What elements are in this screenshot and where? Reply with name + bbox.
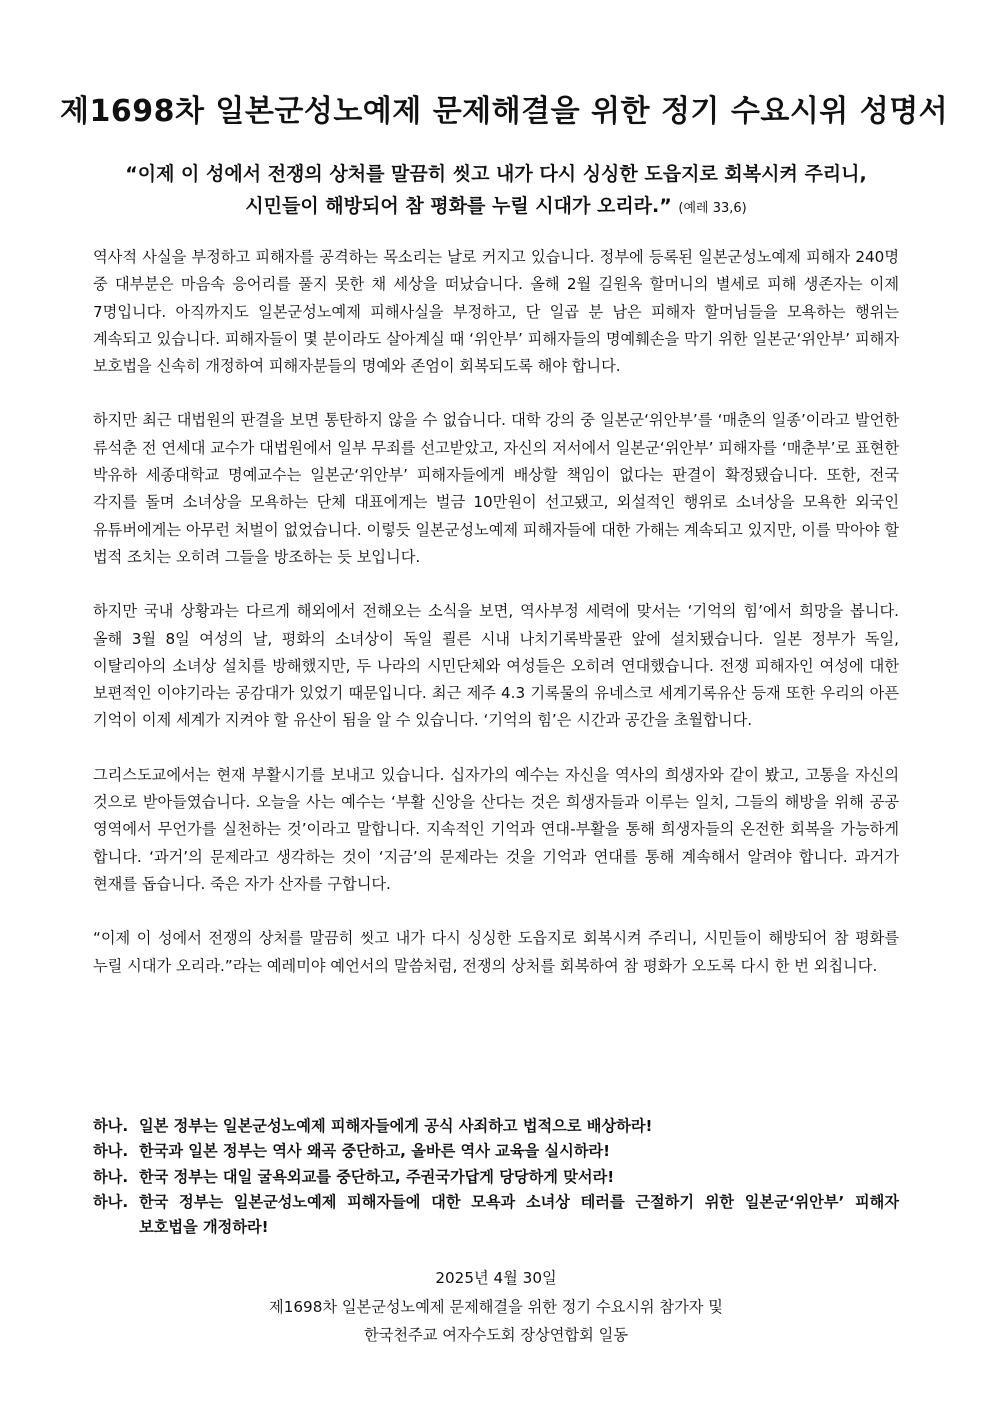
resolution-item <box>93 1190 899 1241</box>
signatory-line-2: 한국천주교 여자수도회 장상연합회 일동 <box>364 1326 628 1344</box>
resolution-label: 하나. <box>93 1167 129 1186</box>
resolution-item <box>93 1139 899 1164</box>
resolution-text: 한국 정부는 대일 굴욕외교를 중단하고, 주권국가답게 당당하게 맞서라! <box>139 1167 615 1186</box>
paragraph: “이제 이 성에서 전쟁의 상처를 말끔히 씻고 내가 다시 싱싱한 도읍지로 회복시켜 주리니, 시민들이 해방되어 참 평화를 누릴 시대가 오리라.”라는 예레미야 예언서의 말씀처럼, 전쟁의 상처를 회복하여 참 평화가 오도록 다시 한 번 외칩니다. <box>93 929 899 975</box>
quote-reference: (예레 33,6) <box>678 201 747 216</box>
resolution-item <box>93 1165 899 1190</box>
paragraph: 하지만 최근 대법원의 판결을 보면 통탄하지 않을 수 없습니다. 대학 강의 중 일본군‘위안부’를 ‘매춘의 일종’이라고 발언한 류석춘 전 연세대 교수가 대법원에서 일부 무죄를 선고받았고, 자신의 저서에서 일본군‘위안부’ 피해자를 ‘매춘부’로 표현한 박유하 세종대학교 명예교수는 일본군‘위안부’ 피해자들에게 배상할 책임이 없다는 판결이 확정됐습니다. 또한, 전국 각지를 돌며 소녀상을 모욕하는 단체 대표에게는 벌금 10만원이 선고됐고, 외설적인 행위로 소녀상을 모욕한 외국인 유튜버에게는 아무런 처벌이 없었습니다. 이렇듯 일본군성노예제 피해자들에 대한 가해는 계속되고 있지만, 이를 막아야 할 법적 조치는 오히려 그들을 방조하는 듯 보입니다. <box>93 411 899 566</box>
resolution-label: 하나. <box>93 1192 129 1211</box>
paragraph: 역사적 사실을 부정하고 피해자를 공격하는 목소리는 날로 커지고 있습니다. 정부에 등록된 일본군성노예제 피해자 240명 중 대부분은 마음속 응어리를 풀지 못한 채 세상을 떠났습니다. 올해 2월 길원옥 할머니의 별세로 피해 생존자는 이제 7명입니다. 아직까지도 일본군성노예제 피해사실을 부정하고, 단 일곱 분 남은 피해자 할머님들을 모욕하는 행위는 계속되고 있습니다. 피해자들이 몇 분이라도 살아계실 때 ‘위안부’ 피해자들의 명예훼손을 막기 위한 일본군‘위안부’ 피해자 보호법을 신속히 개정하여 피해자분들의 명예와 존엄이 회복되도록 해야 합니다. <box>93 248 899 376</box>
resolution-text: 한국과 일본 정부는 역사 왜곡 중단하고, 올바른 역사 교육을 실시하라! <box>139 1142 611 1161</box>
paragraph: 하지만 국내 상황과는 다르게 해외에서 전해오는 소식을 보면, 역사부정 세력에 맞서는 ‘기억의 힘’에서 희망을 봅니다. 올해 3월 8일 여성의 날, 평화의 소녀상이 독일 쾰른 시내 나치기록박물관 앞에 설치됐습니다. 일본 정부가 독일, 이탈리아의 소녀상 설치를 방해했지만, 두 나라의 시민단체와 여성들은 오히려 연대했습니다. 전쟁 피해자인 여성에 대한 보편적인 이야기라는 공감대가 있었기 때문입니다. 최근 제주 4.3 기록물의 유네스코 세계기록유산 등재 또한 우리의 아픈 기억이 이제 세계가 지켜야 할 유산이 됨을 알 수 있습니다. ‘기억의 힘’은 시간과 공간을 초월합니다. <box>93 602 899 730</box>
statement-body <box>93 244 899 1007</box>
resolutions-list <box>93 1114 899 1240</box>
signature-block <box>60 1264 932 1350</box>
resolution-item <box>93 1114 899 1139</box>
quote-line-1: “이제 이 성에서 전쟁의 상처를 말끔히 씻고 내가 다시 싱싱한 도읍지로 회복시켜 주리니, <box>125 163 867 185</box>
resolution-label: 하나. <box>93 1117 129 1135</box>
paragraph: 그리스도교에서는 현재 부활시기를 보내고 있습니다. 십자가의 예수는 자신을 역사의 희생자와 같이 봤고, 고통을 자신의 것으로 받아들였습니다. 오늘을 사는 예수는 ‘부활 신앙을 산다는 것은 희생자들과 이루는 일치, 그들의 해방을 위해 공공 영역에서 무언가를 실천하는 것’이라고 말합니다. 지속적인 기억과 연대-부활을 통해 희생자들의 온전한 회복을 가능하게 합니다. ‘과거’의 문제라고 생각하는 것이 ‘지금’의 문제라는 것을 기억과 연대를 통해 계속해서 알려야 합니다. 과거가 현재를 돕습니다. 죽은 자가 산자를 구합니다. <box>93 765 899 893</box>
signatory-line-1: 제1698차 일본군성노예제 문제해결을 위한 정기 수요시위 참가자 및 <box>269 1297 723 1316</box>
resolution-text: 일본 정부는 일본군성노예제 피해자들에게 공식 사죄하고 법적으로 배상하라! <box>139 1117 653 1135</box>
statement-date: 2025년 4월 30일 <box>435 1269 557 1287</box>
page-title: 제1698차 일본군성노예제 문제해결을 위한 정기 수요시위 성명서 <box>60 94 949 129</box>
quote-line-2 <box>60 190 932 225</box>
resolution-text: 한국 정부는 일본군성노예제 피해자들에 대한 모욕과 소녀상 테러를 근절하기 위한 일본군‘위안부’ 피해자 보호법을 개정하라! <box>139 1192 899 1237</box>
quote-line-2-text: 시민들이 해방되어 참 평화를 누릴 시대가 오리라.” <box>245 195 672 217</box>
scripture-quote <box>60 158 932 225</box>
resolution-label: 하나. <box>93 1142 129 1161</box>
